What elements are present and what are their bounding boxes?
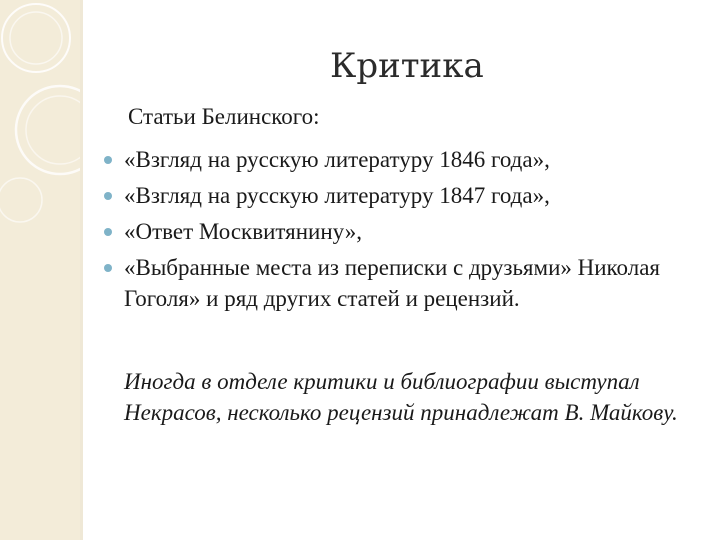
note-text: Иногда в отделе критики и библиографии выступал Некрасов, несколько рецензий принадлежат В. Майкову. <box>124 369 678 425</box>
bullet-icon <box>104 156 112 164</box>
bullet-icon <box>104 264 112 272</box>
list-item-text: «Взгляд на русскую литературу 1847 года», <box>124 183 550 208</box>
list-item <box>104 252 704 314</box>
bullet-icon <box>104 228 112 236</box>
decorative-side-strip <box>0 0 80 540</box>
bullet-icon <box>104 192 112 200</box>
article-list <box>104 144 704 319</box>
decorative-circles-graphic <box>0 0 80 540</box>
list-item <box>104 144 704 175</box>
list-item <box>104 180 704 211</box>
list-item <box>104 216 704 247</box>
list-item-text: «Ответ Москвитянину», <box>124 219 362 244</box>
slide-title: Критика <box>330 46 484 86</box>
list-item-text: «Взгляд на русскую литературу 1846 года», <box>124 147 550 172</box>
side-strip-edge <box>80 0 83 540</box>
list-item-text: «Выбранные места из переписки с друзьями» Николая Гоголя» и ряд других статей и рецензий. <box>124 255 661 311</box>
slide-subtitle: Статьи Белинского: <box>128 104 320 129</box>
